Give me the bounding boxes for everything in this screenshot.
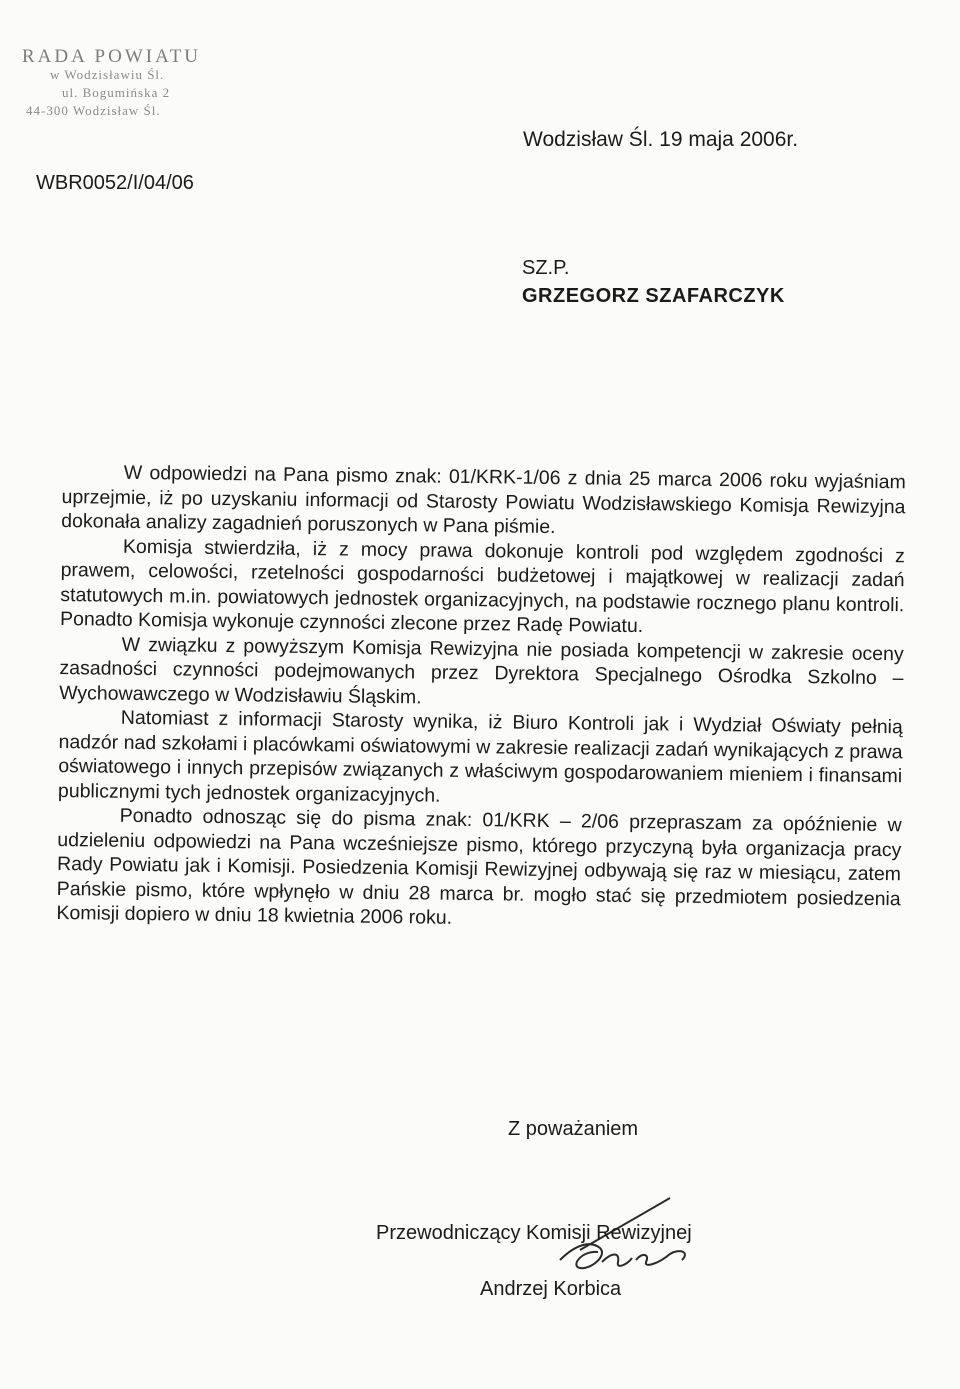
addressee-name: GRZEGORZ SZAFARCZYK [522, 285, 785, 307]
reference-number: WBR0052/I/04/06 [36, 172, 194, 194]
addressee-block [522, 254, 785, 310]
body-paragraph-1: W odpowiedzi na Pana pismo znak: 01/KRK-1/06 z dnia 25 marca 2006 roku wyjaśniam uprzejmie, iż po uzyskaniu informacji od Starosty Powiatu Wodzisławskiego Komisja Rewizyjna dokonała analizy zagadnień poruszonych w Pana piśmie. [61, 461, 906, 539]
body-paragraph-2: Komisja stwierdziła, iż z mocy prawa dokonuje kontroli pod względem zgodności z prawem, celowości, rzetelności gospodarności budżetowej i majątkowej w realizacji zadań statutowych m.in. powiatowych jednostek organizacyjnych, na podstawie rocznego planu kontroli. Ponadto Komisja wykonuje czynności zlecone przez Radę Powiatu. [59, 535, 906, 638]
body-paragraph-4: Natomiast z informacji Starosty wynika, iż Biuro Kontroli jak i Wydział Oświaty pełnią nadzór nad szkołami i placówkami oświatowymi w zakresie realizacji zadań wynikających z prawa oświatowego i innych przepisów związanych z właściwym gospodarowaniem mieniem i finansami publicznymi tych jednostek organizacyjnych. [57, 706, 903, 807]
signer-name: Andrzej Korbica [480, 1278, 622, 1300]
stamp-line-street: ul. Bogumińska 2 [62, 85, 171, 100]
letter-date: Wodzisław Śl. 19 maja 2006r. [523, 128, 799, 151]
addressee-salutation: SZ.P. [522, 257, 570, 279]
stamp-line-name: RADA POWIATU [22, 46, 202, 67]
council-stamp [22, 48, 201, 120]
body-paragraph-5: Ponadto odnosząc się do pisma znak: 01/KRK – 2/06 przepraszam za opóźnienie w udzieleniu odpowiedzi na Pana wcześniejsze pismo, którego przyczyną była organizacja pracy Rady Powiatu jak i Komisji. Posiedzenia Komisji Rewizyjnej odbywają się raz w miesiącu, zatem Pańskie pismo, które wpłynęło w dniu 28 marca br. mogło stać się przedmiotem posiedzenia Komisji dopiero w dniu 18 kwietnia 2006 roku. [56, 804, 902, 929]
stamp-line-city: w Wodzisławiu Śl. [50, 67, 165, 82]
closing-regards: Z poważaniem [508, 1118, 639, 1140]
stamp-line-postal: 44-300 Wodzisław Śl. [26, 103, 161, 118]
body-paragraph-3: W związku z powyższym Komisja Rewizyjna nie posiada kompetencji w zakresie oceny zasadności czynności podejmowanych przez Dyrektora Specjalnego Ośrodka Szkolno – Wychowawczego w Wodzisławiu Śląskim. [59, 633, 904, 708]
letter-body [56, 460, 906, 936]
signer-title: Przewodniczący Komisji Rewizyjnej [376, 1222, 692, 1244]
